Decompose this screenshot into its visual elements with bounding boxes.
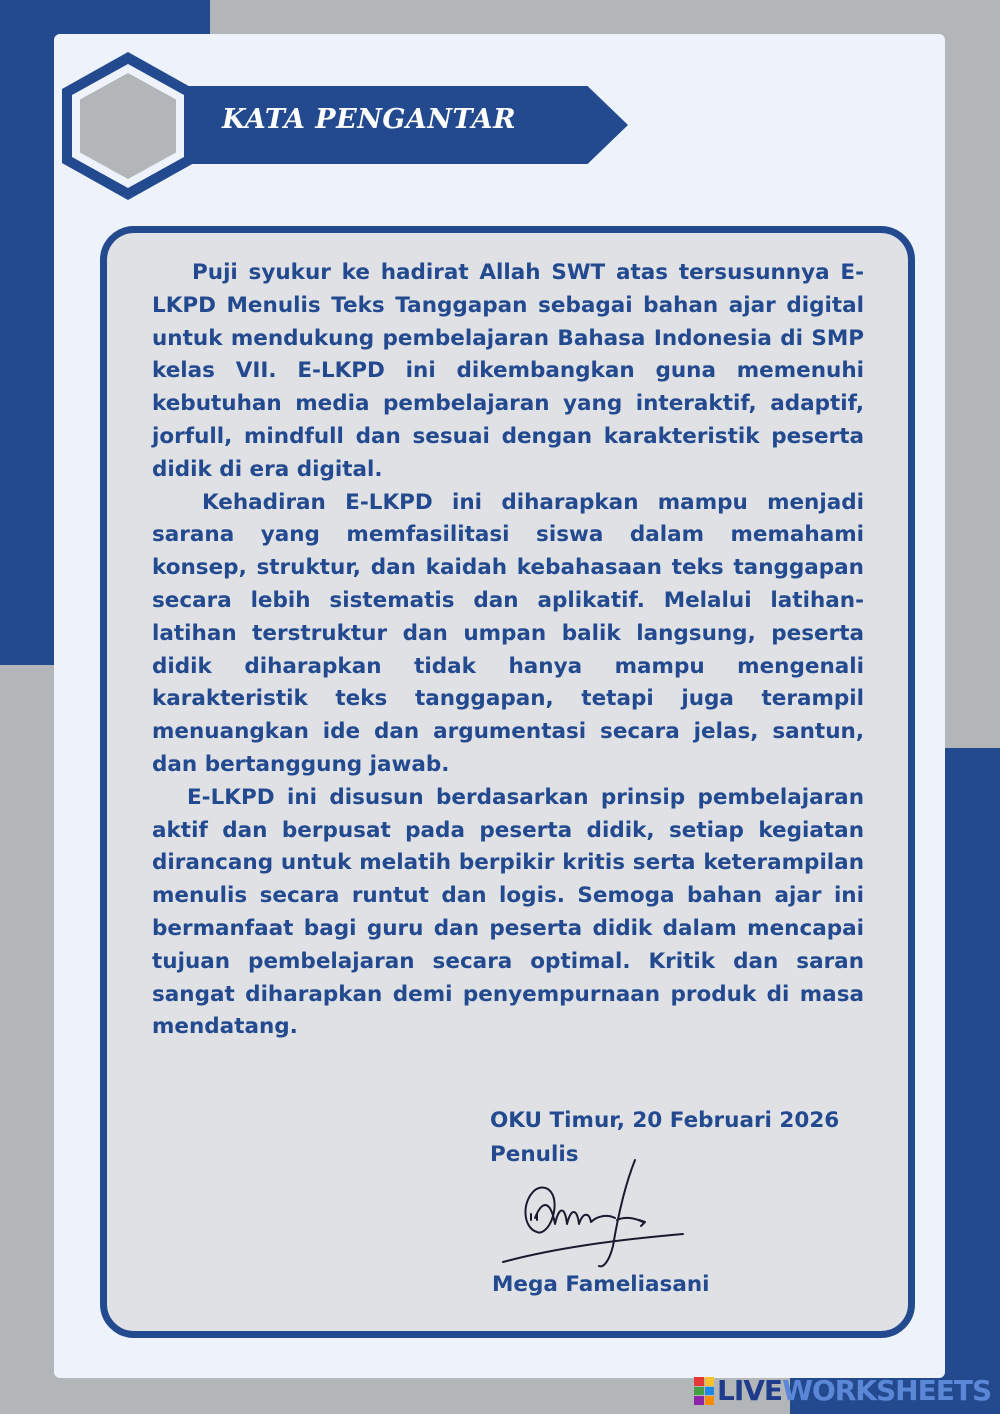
preface-text bbox=[152, 257, 864, 1044]
paragraph-2: Kehadiran E-LKPD ini diharapkan mampu menjadi sarana yang memfasilitasi siswa dalam memahami konsep, struktur, dan kaidah kebahasaan teks tanggapan secara lebih sistematis dan aplikatif. Melalui latihan-latihan terstruktur dan umpan balik langsung, peserta didik diharapkan tidak hanya mampu mengenali karakteristik teks tanggapan, tetapi juga terampil menuangkan ide dan argumentasi secara jelas, santun, dan bertanggung jawab. bbox=[152, 489, 864, 777]
paragraph-3: E-LKPD ini disusun berdasarkan prinsip pembelajaran aktif dan berpusat pada peserta didik, setiap kegiatan dirancang untuk melatih berpikir kritis serta keterampilan menulis secara runtut dan logis. Semoga bahan ajar ini bermanfaat bagi guru dan peserta didik dalam mencapai tujuan pembelajaran secara optimal. Kritik dan saran sangat diharapkan demi penyempurnaan produk di masa mendatang. bbox=[152, 784, 864, 1040]
page-title: KATA PENGANTAR bbox=[222, 104, 517, 135]
author-name: Mega Fameliasani bbox=[492, 1272, 710, 1297]
watermark-text-worksheets: WORKSHEETS bbox=[782, 1374, 992, 1407]
place-date: OKU Timur, 20 Februari 2026 bbox=[490, 1108, 840, 1133]
liveworksheets-logo-icon bbox=[694, 1377, 714, 1405]
watermark-text-live: LIVE bbox=[717, 1374, 783, 1407]
author-role: Penulis bbox=[490, 1142, 579, 1167]
handwritten-signature bbox=[495, 1150, 695, 1270]
paragraph-1: Puji syukur ke hadirat Allah SWT atas tersusunnya E-LKPD Menulis Teks Tanggapan sebagai bahan ajar digital untuk mendukung pembelajaran Bahasa Indonesia di SMP kelas VII. E-LKPD ini dikembangkan guna memenuhi kebutuhan media pembelajaran yang interaktif, adaptif, jorfull, mindfull dan sesuai dengan karakteristik peserta didik di era digital. bbox=[152, 260, 864, 482]
liveworksheets-watermark[interactable] bbox=[694, 1376, 991, 1406]
